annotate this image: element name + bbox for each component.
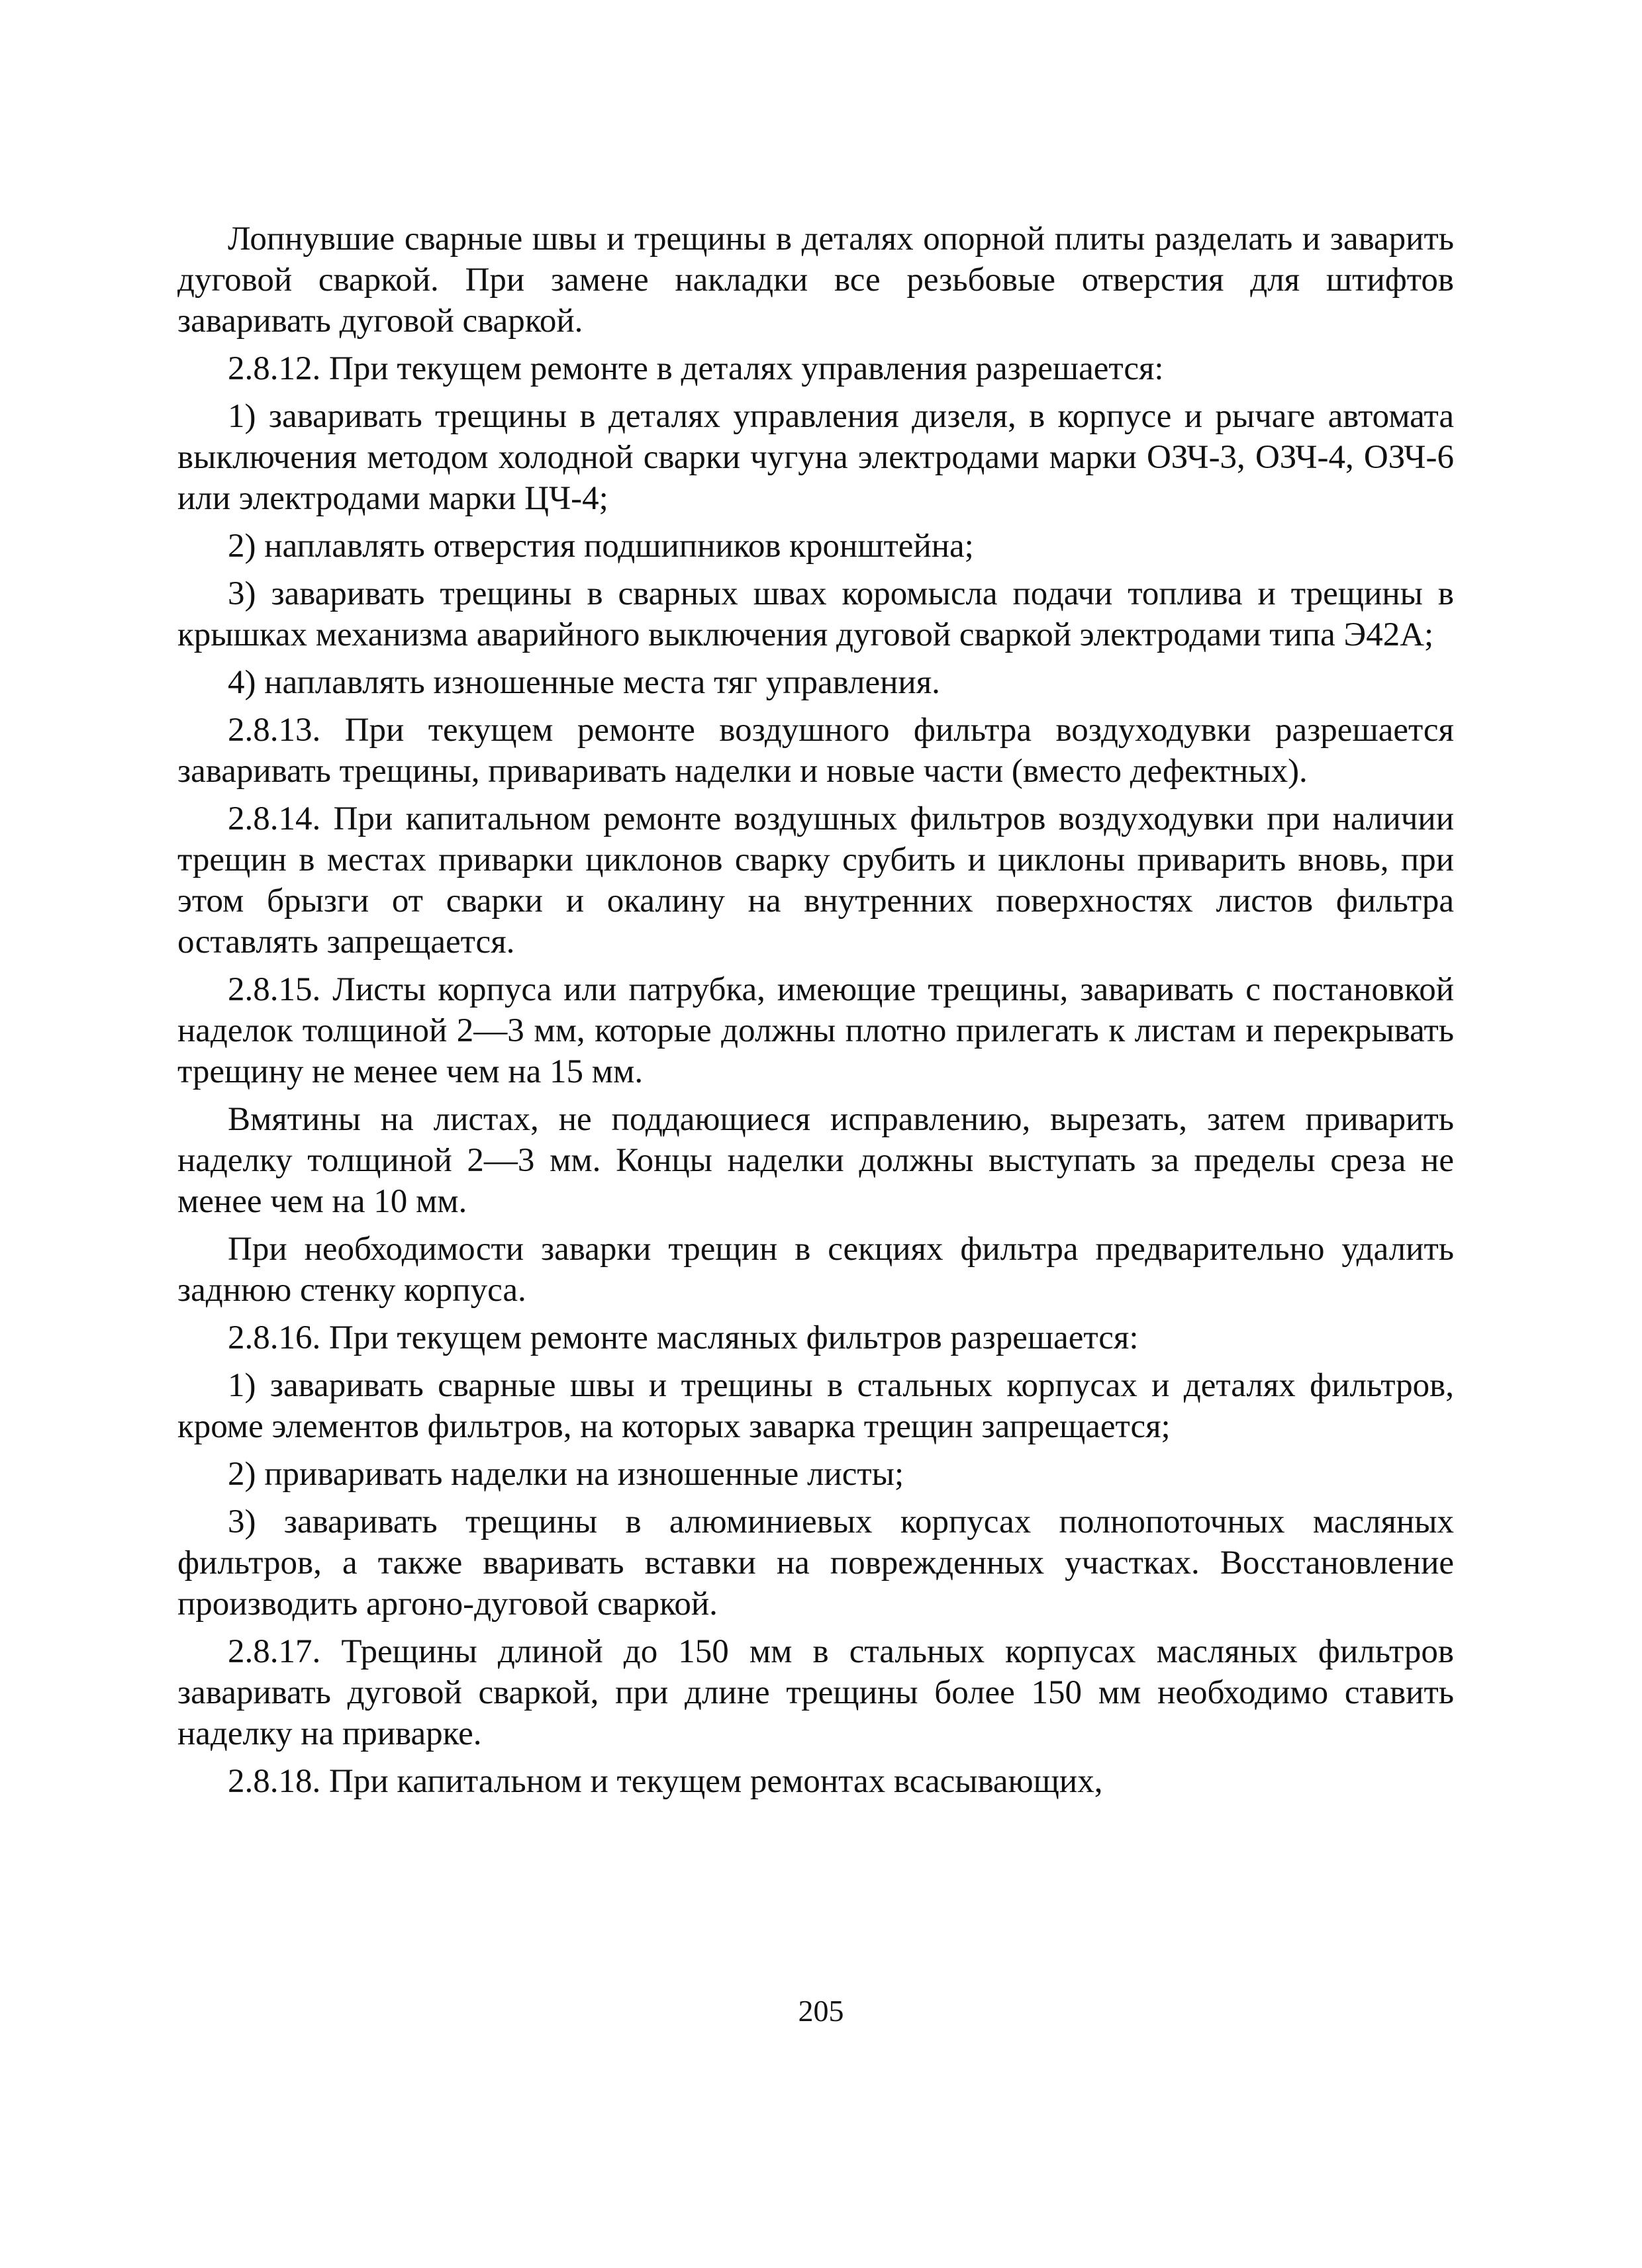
paragraph: 1) заваривать сварные швы и трещины в стальных корпусах и деталях фильтров, кроме элементов фильтров, на которых заварка трещин запрещается; <box>177 1367 1454 1445</box>
paragraph: 4) наплавлять изношенные места тяг управления. <box>228 664 940 701</box>
paragraph: 2) наплавлять отверстия подшипников кронштейна; <box>228 528 974 565</box>
paragraph: Лопнувшие сварные швы и трещины в деталях опорной плиты разделать и заварить дуговой сваркой. При замене накладки все резьбовые отверстия для штифтов заваривать дуговой сваркой. <box>177 220 1454 340</box>
paragraph: 2.8.14. При капитальном ремонте воздушных фильтров воздуходувки при наличии трещин в местах приварки циклонов сварку срубить и циклоны приварить вновь, при этом брызги от сварки и окалину на внутренних поверхностях листов фильтра оставлять запрещается. <box>177 800 1454 961</box>
paragraph: 2.8.16. При текущем ремонте масляных фильтров разрешается: <box>228 1319 1139 1356</box>
paragraph: 2.8.13. При текущем ремонте воздушного фильтра воздуходувки разрешается заваривать трещины, приваривать наделки и новые части (вместо дефектных). <box>177 712 1454 790</box>
paragraph: 2.8.17. Трещины длиной до 150 мм в стальных корпусах масляных фильтров заваривать дуговой сваркой, при длине трещины более 150 мм необходимо ставить наделку на приварке. <box>177 1633 1454 1752</box>
paragraph: 2.8.12. При текущем ремонте в деталях управления разрешается: <box>228 350 1164 387</box>
paragraph: 2.8.18. При капитальном и текущем ремонтах всасывающих, <box>228 1763 1103 1800</box>
paragraph: 2) приваривать наделки на изношенные листы; <box>228 1456 904 1493</box>
paragraph: 1) заваривать трещины в деталях управления дизеля, в корпусе и рычаге автомата выключения методом холодной сварки чугуна электродами марки ОЗЧ-3, ОЗЧ-4, ОЗЧ-6 или электродами марки ЦЧ-4; <box>177 398 1454 517</box>
page-body <box>177 218 1454 1802</box>
paragraph: При необходимости заварки трещин в секциях фильтра предварительно удалить заднюю стенку корпуса. <box>177 1231 1454 1309</box>
paragraph: 3) заваривать трещины в сварных швах коромысла подачи топлива и трещины в крышках механизма аварийного выключения дуговой сваркой электродами типа Э42А; <box>177 575 1454 653</box>
paragraph: Вмятины на листах, не поддающиеся исправлению, вырезать, затем приварить наделку толщиной 2—3 мм. Концы наделки должны выступать за пределы среза не менее чем на 10 мм. <box>177 1101 1454 1220</box>
paragraph: 2.8.15. Листы корпуса или патрубка, имеющие трещины, заваривать с постановкой наделок толщиной 2—3 мм, которые должны плотно прилегать к листам и перекрывать трещину не менее чем на 15 мм. <box>177 971 1454 1090</box>
paragraph: 3) заваривать трещины в алюминиевых корпусах полнопоточных масляных фильтров, а также вваривать вставки на поврежденных участках. Восстановление производить аргоно-дуговой сваркой. <box>177 1503 1454 1623</box>
page-number: 205 <box>798 1994 844 2028</box>
